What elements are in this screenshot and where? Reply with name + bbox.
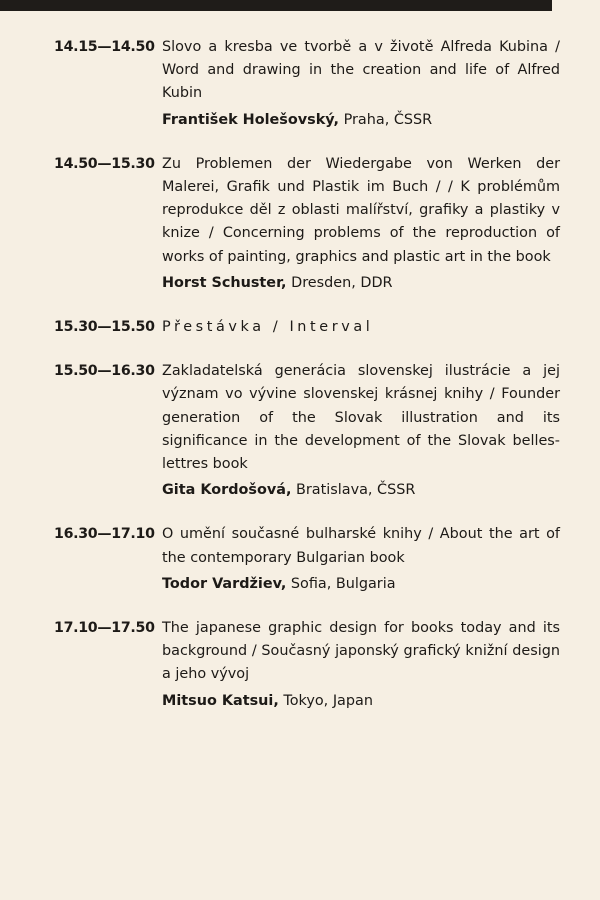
speaker <box>162 573 560 596</box>
lecture-title: Zakladatelská generácia slovenskej ilustrácie a jej význam vo vývine slovenskej krásnej knihy / Founder generation of the Slovak illustration and its significance in the development of the Slovak belles-lettres book <box>162 363 560 473</box>
schedule <box>54 36 560 734</box>
entry-content <box>162 523 560 596</box>
schedule-entry <box>54 523 560 596</box>
time-slot: 15.50—16.30 <box>54 363 155 380</box>
schedule-entry <box>54 316 560 339</box>
schedule-entry <box>54 360 560 502</box>
speaker-name: Todor Vardžiev, <box>162 575 287 592</box>
entry-content <box>162 36 560 132</box>
speaker-place: Sofia, Bulgaria <box>290 575 396 592</box>
lecture-title: Zu Problemen der Wiedergabe von Werken der Malerei, Grafik und Plastik im Buch / / K problémům reprodukce děl z oblasti malířství, grafiky a plastiky v knize / Concerning problems of the reproduction of works of painting, graphics and plastic art in the book <box>162 155 560 265</box>
time-slot: 16.30—17.10 <box>54 526 155 543</box>
speaker-name: Gita Kordošová, <box>162 482 292 499</box>
time-slot: 17.10—17.50 <box>54 620 155 637</box>
lecture-title: O umění současné bulharské knihy / About the art of the contemporary Bulgarian book <box>162 526 560 566</box>
entry-content <box>162 316 560 339</box>
entry-content <box>162 153 560 295</box>
entry-content <box>162 617 560 713</box>
speaker <box>162 479 560 502</box>
top-rule <box>0 0 552 11</box>
speaker-place: Dresden, DDR <box>291 274 393 291</box>
speaker-name: František Holešovský, <box>162 111 340 128</box>
speaker-place: Praha, ČSSR <box>343 111 433 128</box>
speaker <box>162 109 560 132</box>
break-title: Přestávka / Interval <box>162 319 374 336</box>
entry-content <box>162 360 560 502</box>
time-slot: 15.30—15.50 <box>54 319 155 336</box>
lecture-title: Slovo a kresba ve tvorbě a v životě Alfreda Kubina / Word and drawing in the creation and life of Alfred Kubin <box>162 39 560 102</box>
schedule-entry <box>54 617 560 713</box>
time-slot: 14.15—14.50 <box>54 39 155 55</box>
speaker-name: Horst Schuster, <box>162 274 287 291</box>
speaker-place: Bratislava, ČSSR <box>296 482 416 499</box>
speaker-place: Tokyo, Japan <box>283 692 373 709</box>
speaker <box>162 690 560 713</box>
time-slot: 14.50—15.30 <box>54 155 155 172</box>
schedule-entry <box>54 153 560 295</box>
speaker-name: Mitsuo Katsui, <box>162 692 279 709</box>
speaker <box>162 272 560 295</box>
lecture-title: The japanese graphic design for books today and its background / Současný japonský grafický knižní design a jeho vývoj <box>162 620 560 683</box>
schedule-entry <box>54 36 560 132</box>
